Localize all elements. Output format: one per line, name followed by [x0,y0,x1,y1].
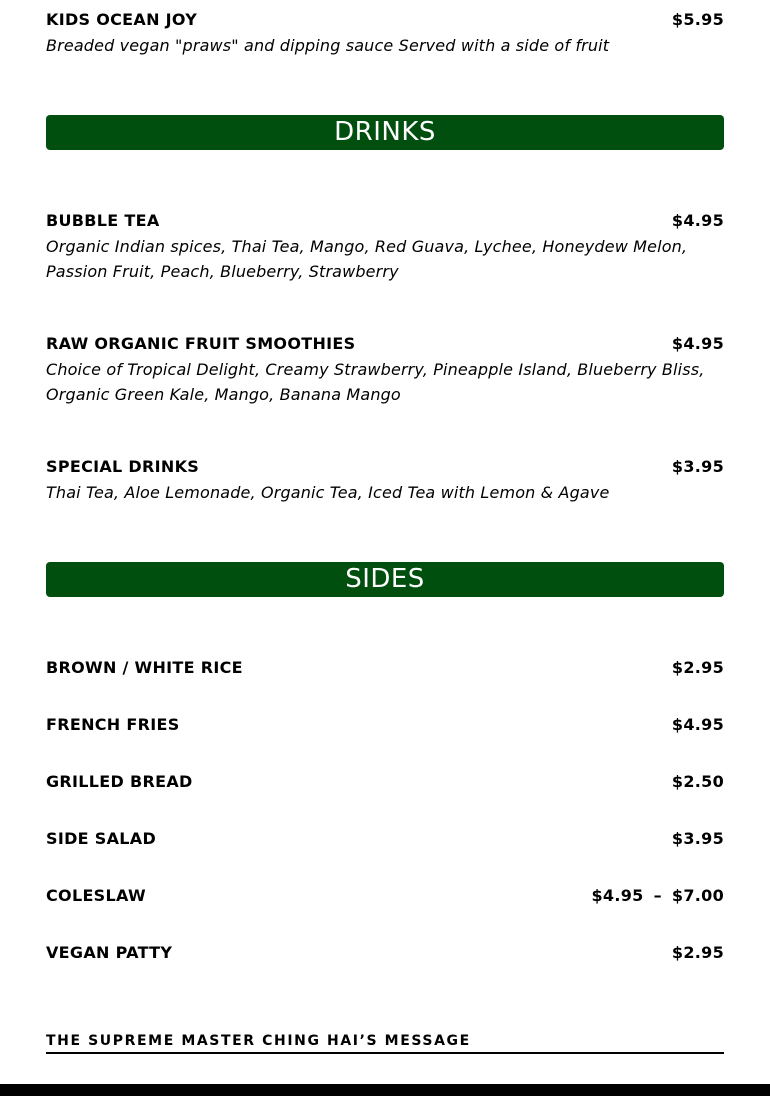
menu-item-price: $3.95 [671,829,724,848]
description-line: Choice of Tropical Delight, Creamy Strawberry, Pineapple Island, Blueberry Bliss, [46,360,705,379]
menu-item-header [46,656,724,680]
menu-item-price: $3.95 [671,457,724,476]
menu-item-grilled-bread [46,770,724,794]
menu-item-header [46,8,724,32]
menu-item-name: KIDS OCEAN JOY [46,10,198,29]
description-line: Organic Green Kale, Mango, Banana Mango [46,385,401,404]
menu-item-name: COLESLAW [46,886,146,905]
section-banner-sides: SIDES [46,562,724,597]
menu-item-name: BROWN / WHITE RICE [46,658,243,677]
menu-item-header [46,770,724,794]
price-high: $7.00 [671,886,724,905]
menu-item-name: SIDE SALAD [46,829,157,848]
menu-item-header [46,455,724,479]
price-separator: – [653,886,662,905]
menu-item-description: Breaded vegan "praws" and dipping sauce Served with a side of fruit [46,36,610,55]
menu-item-coleslaw [46,884,724,908]
menu-item-bubble-tea [46,209,724,284]
menu-item-price: $4.95 [671,211,724,230]
menu-item-header [46,332,724,356]
menu-item-price: $2.95 [671,943,724,962]
price-low: $4.95 [591,886,644,905]
menu-item-name: RAW ORGANIC FRUIT SMOOTHIES [46,334,356,353]
menu-item-price: $2.50 [671,772,724,791]
menu-item-header [46,941,724,965]
description-line: Organic Indian spices, Thai Tea, Mango, Red Guava, Lychee, Honeydew Melon, [46,237,688,256]
menu-item-kids-ocean-joy [46,8,724,58]
menu-item-description [46,234,724,284]
menu-item-price: $2.95 [671,658,724,677]
menu-item-description [46,357,724,407]
menu-item-header [46,713,724,737]
menu-item-name: FRENCH FRIES [46,715,180,734]
menu-item-name: GRILLED BREAD [46,772,193,791]
menu-item-header [46,884,724,908]
menu-item-name: SPECIAL DRINKS [46,457,200,476]
description-line: Passion Fruit, Peach, Blueberry, Strawberry [46,262,399,281]
menu-item-brown-white-rice [46,656,724,680]
description-line: Thai Tea, Aloe Lemonade, Organic Tea, Iced Tea with Lemon & Agave [46,483,610,502]
menu-item-price-range [591,884,724,908]
menu-item-name: BUBBLE TEA [46,211,160,230]
menu-item-vegan-patty [46,941,724,965]
menu-item-header [46,827,724,851]
menu-item-price: $4.95 [671,334,724,353]
menu-item-raw-organic-fruit-smoothies [46,332,724,407]
menu-item-name: VEGAN PATTY [46,943,173,962]
message-heading: THE SUPREME MASTER CHING HAI’S MESSAGE [46,1030,724,1054]
menu-item-french-fries [46,713,724,737]
footer-bar [0,1084,770,1096]
menu-item-price: $5.95 [671,10,724,29]
menu-item-price: $4.95 [671,715,724,734]
menu-item-description [46,480,724,505]
menu-item-special-drinks [46,455,724,505]
menu-item-header [46,209,724,233]
menu-item-side-salad [46,827,724,851]
section-banner-drinks: DRINKS [46,115,724,150]
